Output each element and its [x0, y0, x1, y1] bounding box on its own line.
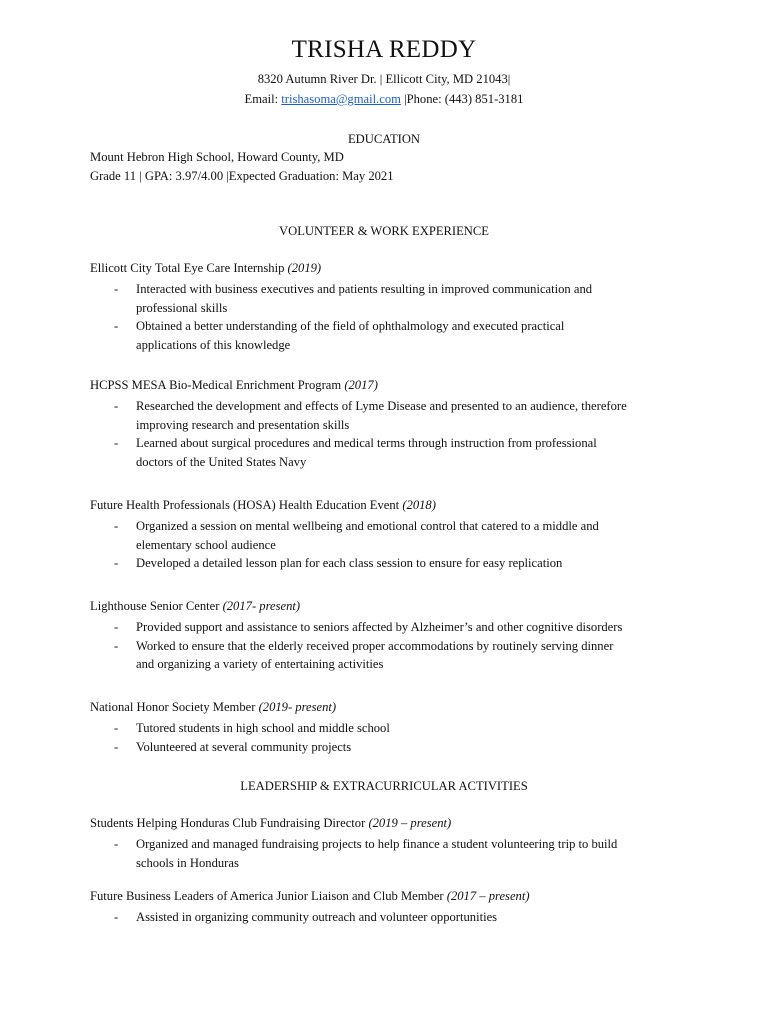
bullet-text-line: improving research and presentation skills — [136, 417, 350, 432]
entry-heading — [90, 376, 680, 395]
entry-organization: Lighthouse Senior Center — [90, 599, 220, 613]
bullet-item — [90, 738, 680, 757]
volunteer-entry — [90, 259, 680, 355]
bullet-list — [90, 835, 680, 872]
email-label: Email: — [244, 92, 279, 106]
entry-organization: National Honor Society Member — [90, 700, 256, 714]
bullet-item — [90, 637, 680, 674]
entry-period: (2019 – present) — [365, 816, 452, 830]
bullet-dash: - — [114, 282, 119, 296]
bullet-text-line: Learned about surgical procedures and medical terms through instruction from professional — [136, 436, 597, 451]
entry-period: (2018) — [399, 498, 436, 512]
entry-period: (2017) — [341, 378, 378, 392]
bullet-list — [90, 280, 680, 355]
phone-text: |Phone: (443) 851-3181 — [404, 92, 524, 106]
bullet-dash: - — [114, 739, 119, 754]
bullet-text-line: applications of this knowledge — [136, 338, 291, 353]
entry-heading — [90, 887, 680, 906]
school-name: Mount Hebron High School, — [90, 150, 235, 164]
bullet-text-line: doctors of the United States Navy — [136, 455, 307, 470]
bullet-text-line: elementary school audience — [136, 537, 276, 552]
school-line — [90, 148, 680, 167]
bullet-item — [90, 719, 680, 738]
volunteer-entry — [90, 597, 680, 674]
bullet-list — [90, 618, 680, 674]
bullet-text-line: Worked to ensure that the elderly received proper accommodations by routinely serving dinner — [136, 638, 614, 653]
entry-heading — [90, 814, 680, 833]
leadership-entry — [90, 887, 680, 927]
leadership-heading: LEADERSHIP & EXTRACURRICULAR ACTIVITIES — [240, 779, 528, 793]
bullet-item — [90, 317, 680, 354]
bullet-text-line: Researched the development and effects of Lyme Disease and presented to an audience, therefore — [136, 399, 627, 413]
education-details: Grade 11 | GPA: 3.97/4.00 |Expected Graduation: May 2021 — [90, 168, 394, 183]
bullet-text-line: Assisted in organizing community outreach and volunteer opportunities — [136, 910, 498, 924]
bullet-dash: - — [114, 319, 119, 334]
contact-line — [0, 90, 768, 109]
bullet-text-line: Volunteered at several community projects — [136, 739, 352, 754]
bullet-text-line: Organized a session on mental wellbeing and emotional control that catered to a middle and — [136, 519, 599, 533]
entry-heading — [90, 698, 680, 717]
entry-organization: Future Business Leaders of America Junior Liaison and Club Member — [90, 889, 444, 903]
volunteer-entry — [90, 376, 680, 472]
bullet-text-line: Provided support and assistance to seniors affected by Alzheimer’s and other cognitive disorders — [136, 620, 623, 634]
bullet-item — [90, 618, 680, 637]
entry-heading — [90, 496, 680, 515]
bullet-dash: - — [114, 638, 119, 653]
bullet-text-line: Tutored students in high school and middle school — [136, 721, 390, 735]
education-section — [90, 148, 680, 185]
bullet-item — [90, 397, 680, 434]
bullet-text-line: professional skills — [136, 300, 228, 315]
bullet-text-line: and organizing a variety of entertaining activities — [136, 657, 384, 672]
entry-period: (2019) — [284, 261, 322, 275]
bullet-list — [90, 397, 680, 472]
bullet-text-line: Interacted with business executives and patients resulting in improved communication and — [136, 282, 593, 296]
entry-period: (2017 – present) — [443, 889, 530, 903]
bullet-text-line: Organized and managed fundraising projects to help finance a student volunteering trip to build — [136, 837, 618, 851]
bullet-item — [90, 280, 680, 317]
address-line: 8320 Autumn River Dr. | Ellicott City, MD 21043| — [257, 72, 511, 86]
resume-name: TRISHA REDDY — [291, 36, 477, 63]
entry-period: (2019- present) — [255, 700, 337, 714]
bullet-dash: - — [114, 556, 119, 571]
bullet-item — [90, 835, 680, 872]
bullet-list — [90, 517, 680, 573]
volunteer-heading: VOLUNTEER & WORK EXPERIENCE — [279, 224, 489, 238]
bullet-list — [90, 908, 680, 927]
volunteer-entry — [90, 698, 680, 756]
bullet-dash: - — [114, 620, 119, 634]
school-location: Howard County, MD — [234, 150, 344, 164]
education-heading: EDUCATION — [347, 132, 421, 146]
bullet-text-line: Obtained a better understanding of the field of ophthalmology and executed practical — [136, 319, 565, 334]
bullet-text-line: schools in Honduras — [136, 855, 239, 870]
bullet-item — [90, 517, 680, 554]
entry-heading — [90, 597, 680, 616]
entry-organization: HCPSS MESA Bio-Medical Enrichment Program — [90, 378, 342, 392]
entry-heading — [90, 259, 680, 278]
bullet-text-line: Developed a detailed lesson plan for each class session to ensure for easy replication — [136, 556, 563, 571]
bullet-dash: - — [114, 910, 119, 924]
bullet-dash: - — [114, 721, 119, 735]
entry-organization: Ellicott City Total Eye Care Internship — [90, 261, 285, 275]
entry-organization: Future Health Professionals (HOSA) Health Education Event — [90, 498, 400, 512]
bullet-list — [90, 719, 680, 756]
entry-organization: Students Helping Honduras Club Fundraising Director — [90, 816, 366, 830]
bullet-item — [90, 434, 680, 471]
bullet-dash: - — [114, 519, 119, 533]
email-link[interactable]: trishasoma@gmail.com — [281, 92, 401, 106]
entry-period: (2017- present) — [219, 599, 301, 613]
bullet-item — [90, 908, 680, 927]
bullet-dash: - — [114, 399, 119, 413]
bullet-item — [90, 554, 680, 573]
leadership-entry — [90, 814, 680, 872]
volunteer-entry — [90, 496, 680, 573]
bullet-dash: - — [114, 436, 119, 451]
bullet-dash: - — [114, 837, 119, 851]
